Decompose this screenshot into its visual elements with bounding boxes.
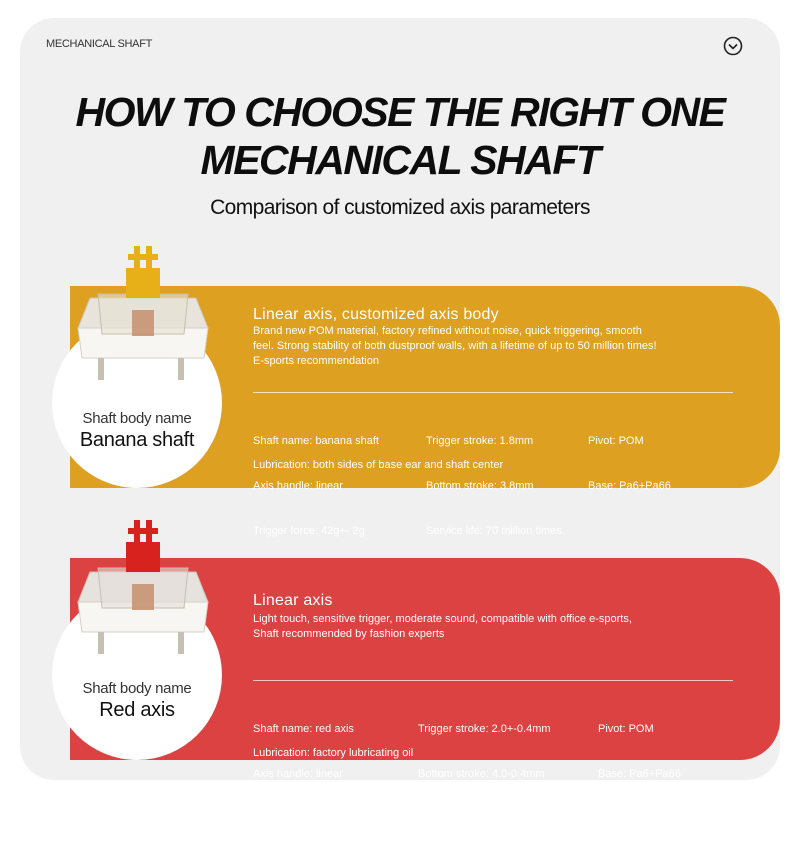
spec-shaft-name: Shaft name: red axis: [253, 723, 354, 735]
shaft-name-block: [52, 680, 222, 722]
spec-lubrication: Lubrication: both sides of base ear and shaft center: [253, 459, 504, 471]
description-line: feel. Strong stability of both dustproof walls, with a lifetime of up to 50 million times!: [253, 340, 657, 352]
description-line: E-sports recommendation: [253, 355, 379, 367]
shaft-name-block: [52, 410, 222, 452]
spec-service-life: Service life: 70 million times: [426, 525, 562, 537]
spec-trigger-stroke: Trigger stroke: 1.8mm: [426, 435, 534, 447]
spec-trigger-force: Trigger force: 42g+- 2g: [253, 525, 365, 537]
description-line: Shaft recommended by fashion experts: [253, 628, 445, 640]
page-title: [20, 88, 780, 184]
spec-base: Base: Pa6+Pa66: [598, 768, 681, 780]
product-card: [20, 18, 780, 825]
shaft-heading: Linear axis: [253, 592, 333, 609]
shaft-name-value: Banana shaft: [79, 429, 195, 451]
spec-column-2: [426, 404, 562, 569]
shaft-heading: Linear axis, customized axis body: [253, 306, 499, 323]
spec-base: Base: Pa6+Pa66: [588, 480, 671, 492]
spec-axis-handle: Axis handle: linear: [253, 480, 343, 492]
shaft-description: [253, 324, 753, 369]
banana-switch-image: [68, 240, 218, 390]
spec-column-1: [253, 692, 365, 857]
spec-bottom-stroke: Bottom stroke: 4.0-0.4mm: [418, 768, 545, 780]
shaft-name-label: Shaft body name: [82, 410, 192, 427]
spec-column-3: [598, 692, 681, 812]
spec-service-life: Service life: 50 million times: [418, 813, 554, 825]
description-line: Brand new POM material, factory refined without noise, quick triggering, smooth: [253, 325, 642, 337]
spec-axis-handle: Axis handle: linear: [253, 768, 343, 780]
spec-bottom-stroke: Bottom stroke: 3.8mm: [426, 480, 534, 492]
shaft-name-value: Red axis: [99, 699, 175, 721]
spec-column-1: [253, 404, 379, 569]
shaft-description: [253, 612, 753, 642]
title-line-1: HOW TO CHOOSE THE RIGHT ONE: [75, 89, 725, 135]
spec-trigger-stroke: Trigger stroke: 2.0+-0.4mm: [418, 723, 551, 735]
spec-trigger-force: Trigger force: 45g+- 5g: [253, 813, 365, 825]
chevron-down-circle-icon[interactable]: [723, 36, 743, 56]
spec-column-3: [588, 404, 671, 524]
spec-lubrication: Lubrication: factory lubricating oil: [253, 747, 414, 759]
divider: [253, 392, 733, 393]
title-line-2: MECHANICAL SHAFT: [200, 137, 600, 183]
page-subtitle: Comparison of customized axis parameters: [210, 196, 590, 219]
spec-column-2: [418, 692, 554, 857]
spec-pivot: Pivot: POM: [588, 435, 644, 447]
red-switch-image: [68, 514, 218, 664]
description-line: Light touch, sensitive trigger, moderate sound, compatible with office e-sports,: [253, 613, 632, 625]
spec-pivot: Pivot: POM: [598, 723, 654, 735]
spec-shaft-name: Shaft name: banana shaft: [253, 435, 379, 447]
brand-label: MECHANICAL SHAFT: [46, 38, 153, 50]
divider: [253, 680, 733, 681]
shaft-name-label: Shaft body name: [82, 680, 192, 697]
